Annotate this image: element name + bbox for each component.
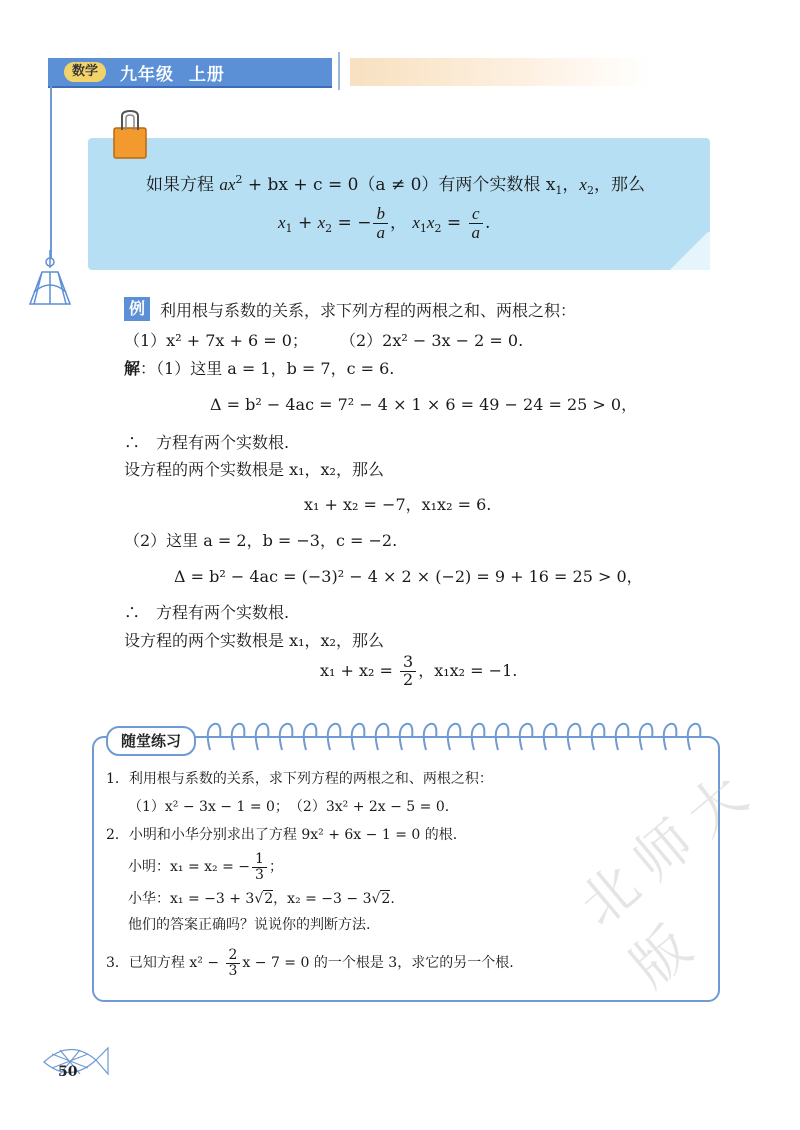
practice-item-2-question: 他们的答案正确吗？说说你的判断方法.: [128, 917, 371, 933]
solution-part-1-intro: 解：（1）这里 a = 1，b = 7，c = 6.: [124, 359, 395, 378]
page-number: 50: [58, 1064, 78, 1080]
spiral-binding-decoration: [200, 720, 710, 760]
conclusion-1: ∴ 方程有两个实数根.: [124, 433, 290, 452]
grade-title: 九年级 上册: [120, 65, 225, 85]
solution-label: 解: [124, 359, 141, 378]
example-badge: 例: [124, 297, 150, 321]
theorem-statement: 如果方程 $ax^2$ + bx + c = 0（a ≠ 0）有两个实数根 $x_1$，$x_2$，那么: [146, 173, 645, 197]
practice-item-1-sub: （1）x² − 3x − 1 = 0； （2）3x² + 2x − 5 = 0.: [128, 799, 450, 815]
solution-part-2-intro: （2）这里 a = 2，b = −3，c = −2.: [124, 531, 398, 550]
conclusion-2: ∴ 方程有两个实数根.: [124, 603, 290, 622]
tower-icon: [20, 248, 80, 308]
theorem-box: [88, 138, 710, 270]
discriminant-2: Δ = b² − 4ac = (−3)² − 4 × 2 × (−2) = 9 + 16 = 25 > 0，: [174, 567, 643, 586]
practice-item-2-xiaohua: 小华：x₁ = −3 + 3√2，x₂ = −3 − 3√2.: [128, 891, 395, 907]
practice-item-2-xiaoming: 小明：x₁ = x₂ = − $\frac{1}{3}$ ；: [128, 851, 283, 883]
subject-badge: 数学: [64, 62, 106, 82]
practice-item-3: 3．已知方程 x² − $\frac{2}{3}$ x − 7 = 0 的一个根是 3，求它的另一个根.: [106, 947, 514, 979]
discriminant-1: Δ = b² − 4ac = 7² − 4 × 1 × 6 = 49 − 24 = 25 > 0，: [210, 395, 638, 414]
header-divider: [338, 52, 340, 90]
result-1: x₁ + x₂ = −7，x₁x₂ = 6.: [304, 495, 492, 514]
header-decoration: [350, 58, 650, 86]
example-prompt: 利用根与系数的关系，求下列方程的两根之和、两根之积：: [160, 301, 577, 320]
watermark: 北师大版: [567, 754, 771, 1001]
margin-line: [50, 86, 52, 258]
practice-label: 随堂练习: [106, 726, 196, 756]
example-question-1: （1）x² + 7x + 6 = 0；: [124, 331, 308, 350]
theorem-formula: $x_1 + x_2$ = − $\frac{b}{a}$ ， $x_1x_2$ = $\frac{c}{a}$ .: [278, 204, 491, 242]
set-roots-2: 设方程的两个实数根是 x₁，x₂，那么: [124, 631, 384, 650]
page-curl-decoration: [668, 232, 710, 270]
practice-item-1: 1．利用根与系数的关系，求下列方程的两根之和、两根之积：: [106, 771, 493, 787]
set-roots-1: 设方程的两个实数根是 x₁，x₂，那么: [124, 460, 384, 479]
paper-clip-icon: [110, 108, 150, 160]
result-2: x₁ + x₂ = $\frac{3}{2}$ ，x₁x₂ = −1.: [320, 652, 518, 689]
practice-item-2: 2．小明和小华分别求出了方程 9x² + 6x − 1 = 0 的根.: [106, 827, 458, 843]
example-question-2: （2）2x² − 3x − 2 = 0.: [340, 331, 524, 350]
